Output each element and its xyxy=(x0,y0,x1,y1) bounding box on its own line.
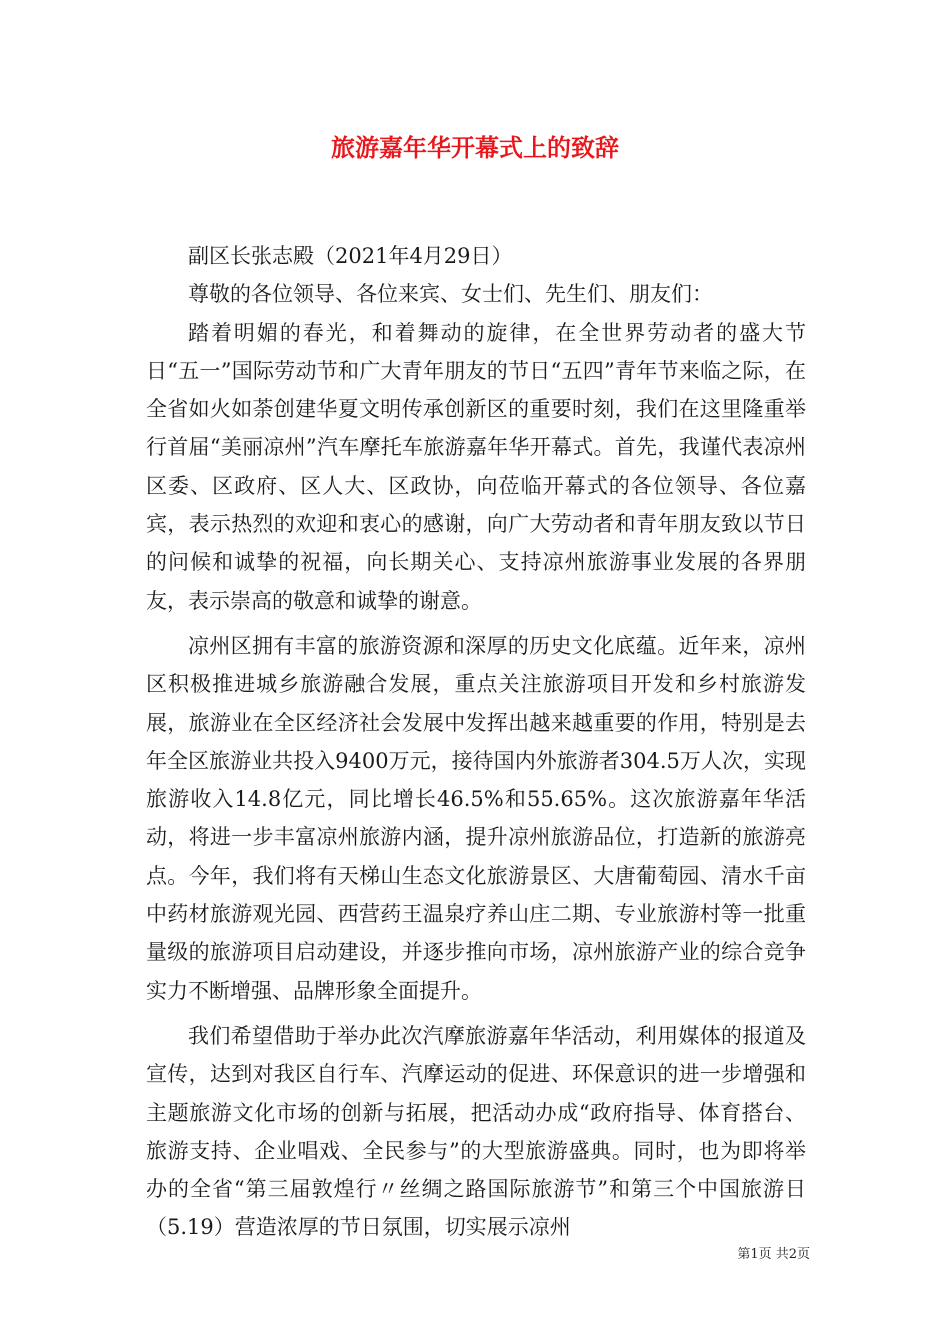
page-number: 第1页 共2页 xyxy=(737,1247,810,1262)
paragraph-1: 踏着明媚的春光，和着舞动的旋律，在全世界劳动者的盛大节日“五一”国际劳动节和广大青年朋友的节日“五四”青年节来临之际，在全省如火如荼创建华夏文明传承创新区的重要时刻，我们在这里隆重举行首届“美丽凉州”汽车摩托车旅游嘉年华开幕式。首先，我谨代表凉州区委、区政府、区人大、区政协，向莅临开幕式的各位领导、各位嘉宾，表示热烈的欢迎和衷心的感谢，向广大劳动者和青年朋友致以节日的问候和诚挚的祝福，向长期关心、支持凉州旅游事业发展的各界朋友，表示崇高的敬意和诚挚的谢意。 xyxy=(146,320,806,613)
document-body xyxy=(146,237,806,1247)
paragraph-3: 我们希望借助于举办此次汽摩旅游嘉年华活动，利用媒体的报道及宣传，达到对我区自行车、汽摩运动的促进、环保意识的进一步增强和主题旅游文化市场的创新与拓展，把活动办成“政府指导、体育搭台、旅游支持、企业唱戏、全民参与”的大型旅游盛典。同时，也为即将举办的全省“第三届敦煌行〃丝绸之路国际旅游节”和第三个中国旅游日（5.19）营造浓厚的节日氛围，切实展示凉州 xyxy=(146,1023,806,1240)
document-title: 旅游嘉年华开幕式上的致辞 xyxy=(331,133,619,162)
paragraph-2: 凉州区拥有丰富的旅游资源和深厚的历史文化底蕴。近年来，凉州区积极推进城乡旅游融合发展，重点关注旅游项目开发和乡村旅游发展，旅游业在全区经济社会发展中发挥出越来越重要的作用，特别是去年全区旅游业共投入9400万元，接待国内外旅游者304.5万人次，实现旅游收入14.8亿元，同比增长46.5%和55.65%。这次旅游嘉年华活动，将进一步丰富凉州旅游内涵，提升凉州旅游品位，打造新的旅游亮点。今年，我们将有天梯山生态文化旅游景区、大唐葡萄园、清水千亩中药材旅游观光园、西营药王温泉疗养山庄二期、专业旅游村等一批重量级的旅游项目启动建设，并逐步推向市场，凉州旅游产业的综合竞争实力不断增强、品牌形象全面提升。 xyxy=(146,633,806,1003)
byline: 副区长张志殿（2021年4月29日） xyxy=(188,244,513,268)
salutation: 尊敬的各位领导、各位来宾、女士们、先生们、朋友们： xyxy=(188,282,713,307)
